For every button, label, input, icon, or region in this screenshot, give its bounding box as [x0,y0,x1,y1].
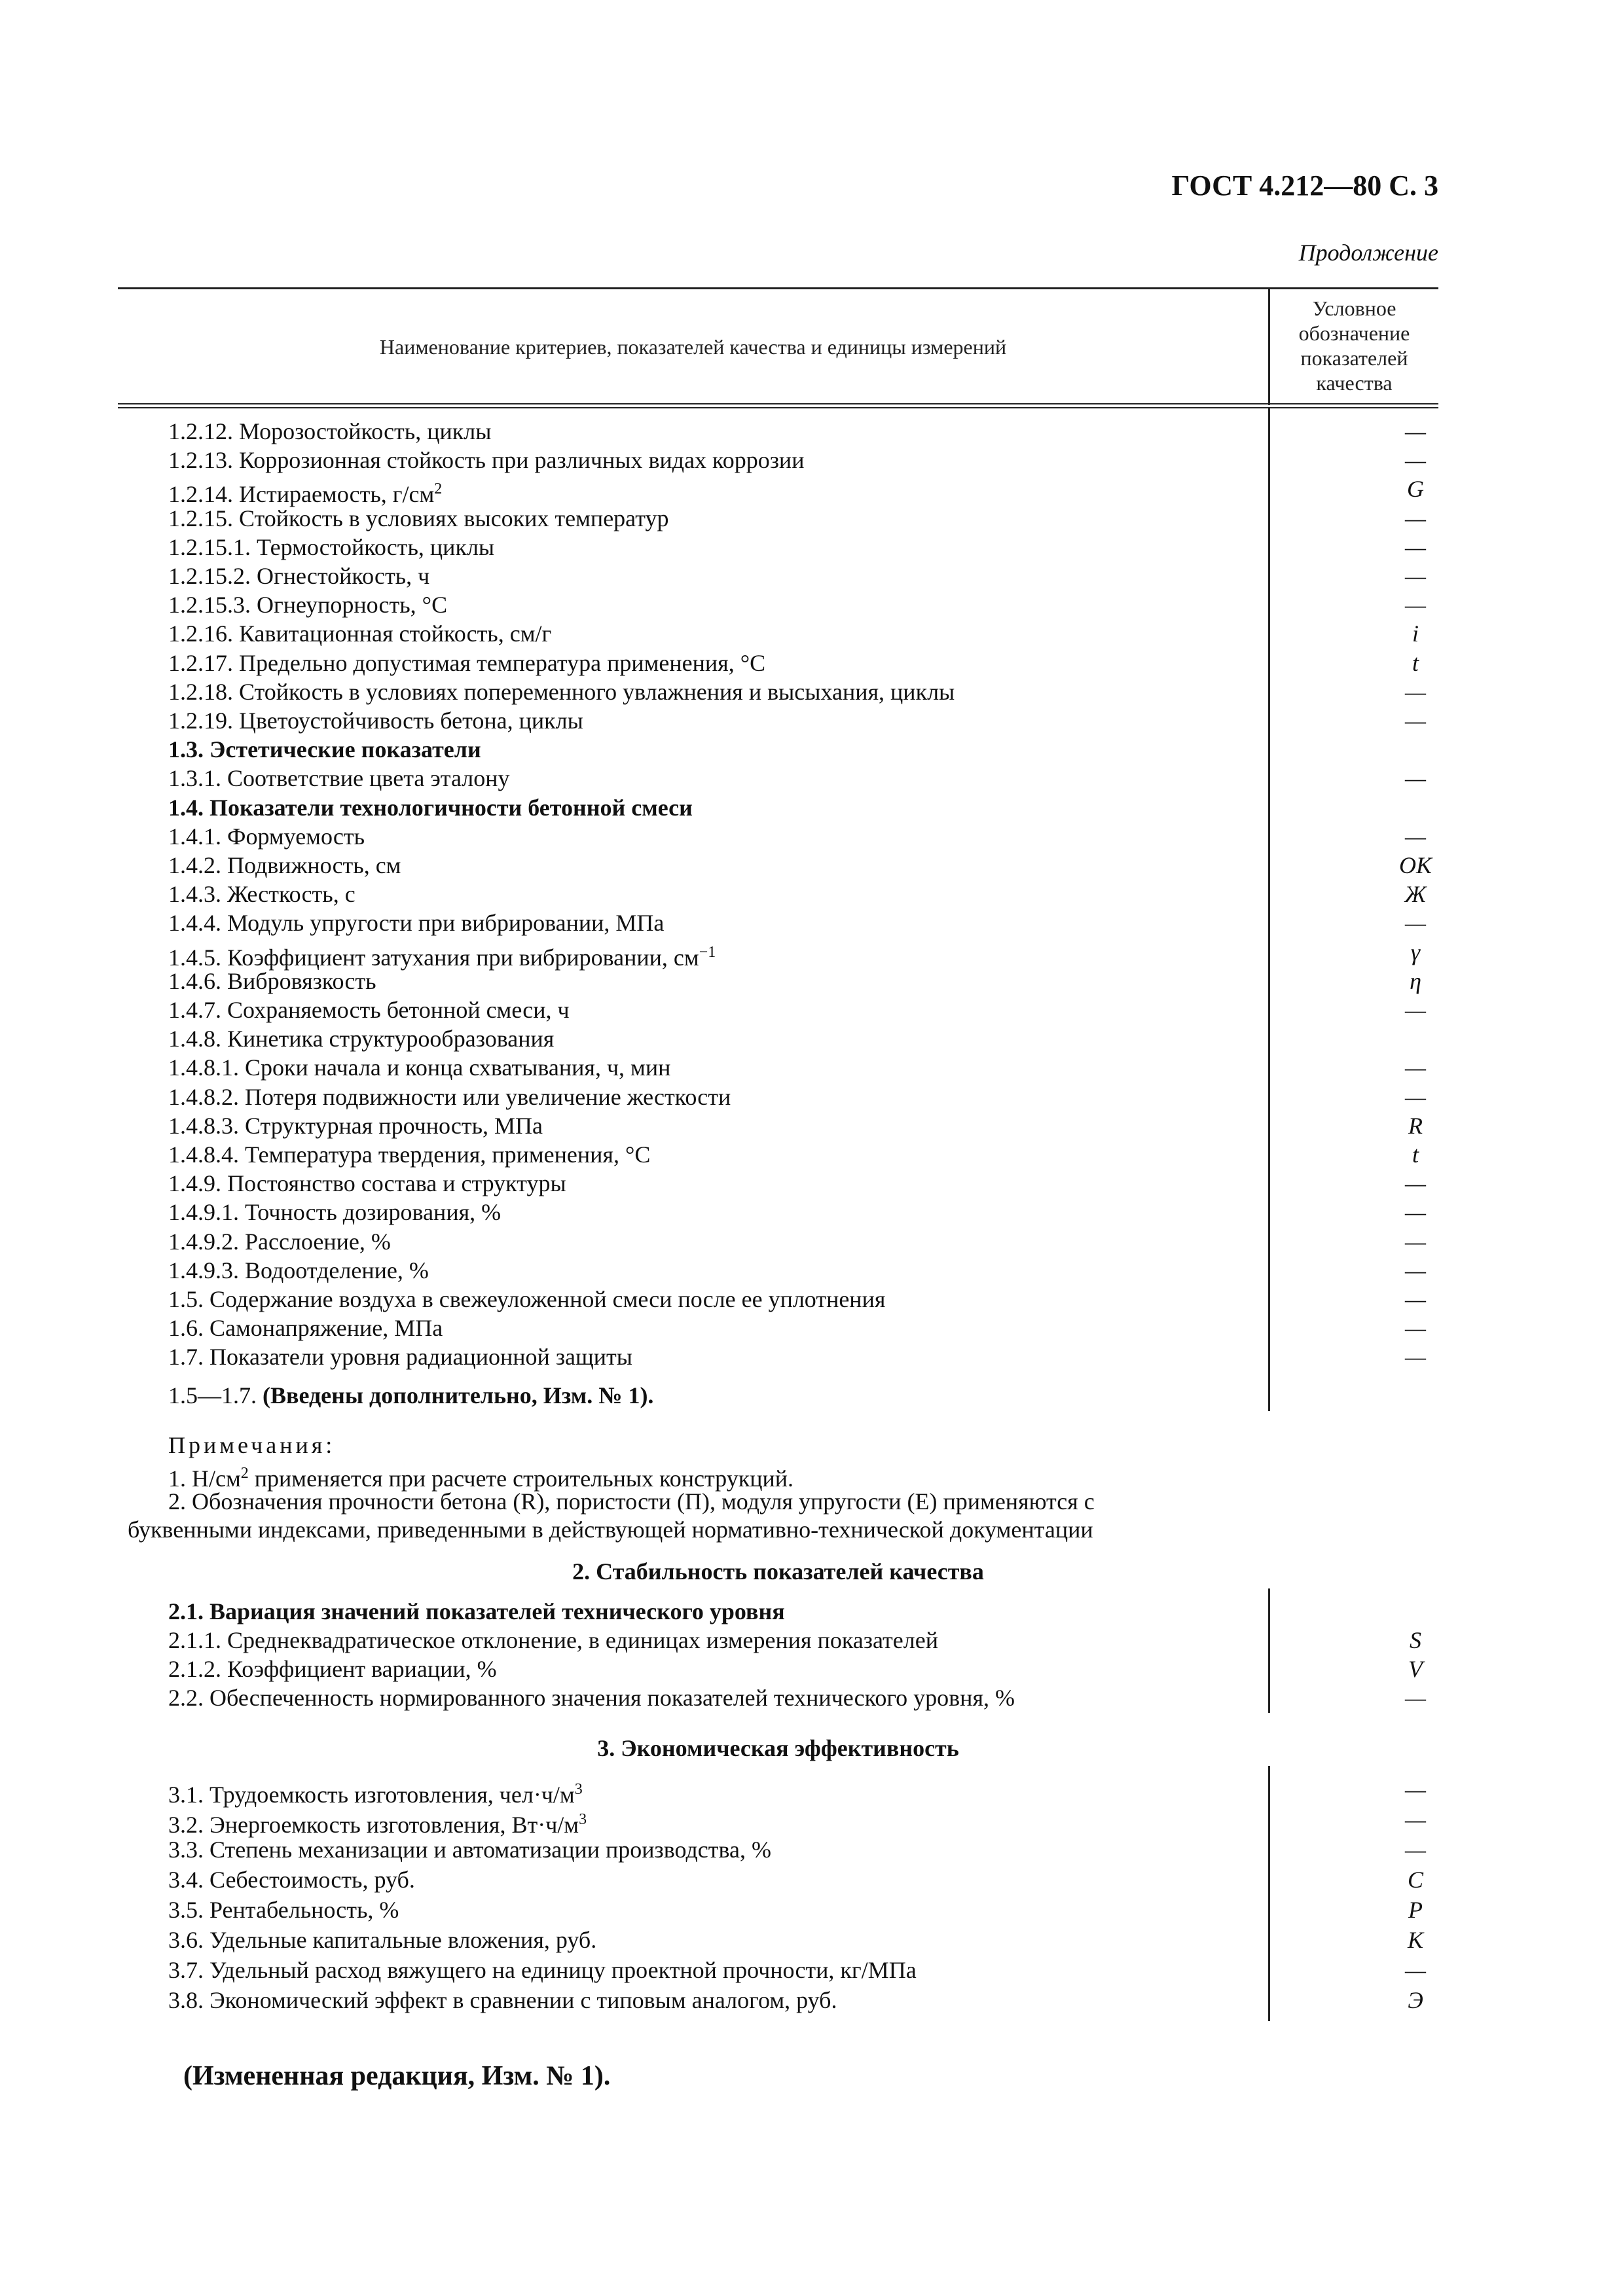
row-symbol: — [1404,1199,1426,1226]
row-symbol: — [1404,823,1426,850]
table-row [168,1285,1478,1314]
row-label: 1.4.1. Формуемость [168,823,365,850]
row-symbol: γ [1410,939,1421,965]
row-label: 1.4.7. Сохраняемость бетонной смеси, ч [168,997,570,1023]
table-row [168,908,1478,937]
table-row [168,1626,1478,1655]
row-symbol: — [1404,997,1426,1023]
row-symbol: C [1407,1867,1423,1893]
row-symbol: — [1404,1344,1426,1371]
row-label: 1.4. Показатели технологичности бетонной смеси [168,794,693,821]
table-row [168,1805,1478,1838]
row-symbol: — [1404,765,1426,792]
row-symbol: K [1407,1927,1423,1953]
row-label: 1.4.9. Постоянство состава и структуры [168,1170,566,1197]
row-symbol: ОК [1399,852,1432,878]
row-symbol: — [1404,1806,1426,1833]
table-row [168,1024,1478,1053]
table-row [168,619,1478,648]
row-symbol: S [1410,1627,1421,1653]
row-label: 3.4. Себестоимость, руб. [168,1867,415,1893]
row-symbol: — [1404,447,1426,474]
table-row [168,938,1478,971]
row-label: 3.3. Степень механизации и автоматизации производства, % [168,1837,771,1863]
row-symbol: — [1404,910,1426,937]
row-symbol: Ж [1404,881,1427,908]
table-row [168,1342,1478,1371]
table-row [168,1835,1478,1864]
row-label: 1.3. Эстетические показатели [168,736,481,763]
row-symbol: i [1412,620,1419,647]
row-symbol: — [1404,1837,1426,1863]
table-row [168,1895,1478,1924]
row-symbol: V [1408,1656,1423,1682]
table-row [168,1053,1478,1082]
row-symbol: — [1404,1228,1426,1255]
table-row [168,996,1478,1024]
row-symbol: — [1404,1083,1426,1110]
table-row [168,735,1478,764]
continuation-label: Продолжение [1298,240,1438,266]
row-label: 1.6. Самонапряжение, МПа [168,1315,443,1342]
row-symbol: — [1404,1170,1426,1197]
row-label: 1.3.1. Соответствие цвета эталону [168,765,510,792]
amendment-note: 1.5—1.7. (Введены дополнительно, Изм. № 1). [168,1382,654,1408]
table-row [168,793,1478,822]
table-row [168,706,1478,735]
note-1: 1. $Н/см^2$ применяется при расчете строительных конструкций. [168,1465,793,1492]
row-label: 3.2. Энергоемкость изготовления, $Вт\cdot ч/м^3$ [168,1811,587,1838]
row-label: 1.4.8.3. Структурная прочность, МПа [168,1112,543,1139]
section-2-title: 2. Стабильность показателей качества [572,1558,984,1585]
row-label: 3.6. Удельные капитальные вложения, руб. [168,1927,597,1953]
table-row [168,967,1478,996]
table-row [168,1140,1478,1169]
table-row [168,1198,1478,1227]
row-symbol: t [1412,649,1419,676]
table-row [168,562,1478,590]
row-label: 2.2. Обеспеченность нормированного значения показателей технического уровня, % [168,1685,1015,1711]
table-row [168,446,1478,475]
table-row [168,1169,1478,1198]
row-symbol: Э [1408,1987,1423,2013]
table-row [168,1111,1478,1140]
row-label: 1.5. Содержание воздуха в свежеуложенной смеси после ее уплотнения [168,1286,886,1312]
section-3-title: 3. Экономическая эффективность [597,1735,959,1761]
row-label: 1.2.18. Стойкость в условиях попеременного увлажнения и высыхания, циклы [168,678,955,705]
row-symbol: — [1404,678,1426,705]
table-row [168,1926,1478,1954]
table-row [168,417,1478,446]
table-row [168,1986,1478,2015]
note-2-cont: буквенными индексами, приведенными в действующей нормативно-технической документации [128,1516,1093,1543]
table-row [168,504,1478,533]
row-label: 1.4.8.2. Потеря подвижности или увеличение жесткости [168,1083,731,1110]
table-row [168,1314,1478,1342]
table-row [168,533,1478,562]
table-top-rule [118,287,1438,289]
note-2: 2. Обозначения прочности бетона (R), пористости (П), модуля упругости (Е) применяются с [168,1488,1095,1515]
row-symbol: — [1404,1957,1426,1983]
row-symbol: — [1404,563,1426,589]
table-row [168,590,1478,619]
row-label: 1.4.9.2. Расслоение, % [168,1228,391,1255]
table-row [168,1597,1478,1626]
row-label: 3.7. Удельный расход вяжущего на единицу проектной прочности, кг/МПа [168,1957,917,1983]
row-label: 1.2.15.3. Огнеупорность, °С [168,592,448,619]
row-symbol: — [1404,533,1426,560]
table-row [168,764,1478,793]
table-row [168,1775,1478,1808]
table-row [168,1083,1478,1111]
row-label: 1.4.6. Вибровязкость [168,967,376,994]
table-row [168,649,1478,677]
row-symbol: η [1410,967,1421,994]
table-row [168,1655,1478,1683]
table-row [168,475,1478,508]
row-label: 3.1. Трудоемкость изготовления, $чел\cdot ч/м^3$ [168,1781,583,1808]
row-label: 1.2.15. Стойкость в условиях высоких температур [168,505,669,531]
row-label: 1.2.15.1. Термостойкость, циклы [168,533,495,560]
row-label: 1.2.14. Истираемость, $г/см^2$ [168,480,443,508]
row-label: 1.4.5. Коэффициент затухания при вибрировании, $см^{-1}$ [168,943,716,971]
footer-amendment: (Измененная редакция, Изм. № 1). [183,2061,611,2091]
row-symbol: — [1404,1257,1426,1283]
row-label: 2.1. Вариация значений показателей технического уровня [168,1598,785,1624]
row-symbol: — [1404,1286,1426,1312]
table-row [168,677,1478,706]
row-label: 1.4.3. Жесткость, с [168,881,356,908]
row-symbol: — [1404,1776,1426,1803]
row-symbol: G [1407,476,1424,503]
row-label: 1.4.9.3. Водоотделение, % [168,1257,429,1283]
table-row [168,1227,1478,1256]
row-label: 1.4.2. Подвижность, см [168,852,401,878]
row-symbol: — [1404,1315,1426,1342]
row-symbol: — [1404,708,1426,734]
row-symbol: — [1404,418,1426,444]
table-row [168,851,1478,880]
row-symbol: P [1408,1897,1423,1923]
row-symbol: t [1412,1141,1419,1168]
row-symbol: R [1408,1112,1423,1139]
table-row [168,1956,1478,1984]
table-header-bottom-rule [118,403,1438,404]
table-row [168,1256,1478,1285]
row-label: 1.2.16. Кавитационная стойкость, см/г [168,620,552,647]
table-row [168,880,1478,908]
row-label: 3.8. Экономический эффект в сравнении с типовым аналогом, руб. [168,1987,837,2013]
table-header-bottom-rule-2 [118,407,1438,408]
row-label: 1.2.12. Морозостойкость, циклы [168,418,492,444]
row-symbol: — [1404,505,1426,531]
row-label: 2.1.1. Среднеквадратическое отклонение, в единицах измерения показателей [168,1627,938,1653]
row-symbol: — [1404,1685,1426,1711]
row-label: 3.5. Рентабельность, % [168,1897,399,1923]
row-label: 1.2.19. Цветоустойчивость бетона, циклы [168,708,583,734]
row-label: 1.4.8. Кинетика структурообразования [168,1026,555,1052]
row-label: 1.4.9.1. Точность дозирования, % [168,1199,501,1226]
row-label: 1.4.8.1. Сроки начала и конца схватывания, ч, мин [168,1054,671,1081]
row-label: 1.2.17. Предельно допустимая температура применения, °С [168,649,766,676]
row-symbol: — [1404,1054,1426,1081]
notes-title: Примечания: [168,1432,336,1458]
column-header-symbol: Условное обозначение показателей качества [1298,296,1410,395]
row-label: 1.7. Показатели уровня радиационной защиты [168,1344,632,1371]
document-code: ГОСТ 4.212—80 С. 3 [1171,170,1438,202]
row-label: 1.4.4. Модуль упругости при вибрировании, МПа [168,910,665,937]
table-row [168,1865,1478,1894]
table-row [168,1683,1478,1712]
row-label: 2.1.2. Коэффициент вариации, % [168,1656,497,1682]
row-label: 1.4.8.4. Температура твердения, применения, °С [168,1141,651,1168]
row-symbol: — [1404,592,1426,619]
row-label: 1.2.15.2. Огнестойкость, ч [168,563,430,589]
column-header-name: Наименование критериев, показателей качества и единицы измерений [379,335,1007,359]
row-label: 1.2.13. Коррозионная стойкость при различных видах коррозии [168,447,805,474]
table-row [168,822,1478,851]
